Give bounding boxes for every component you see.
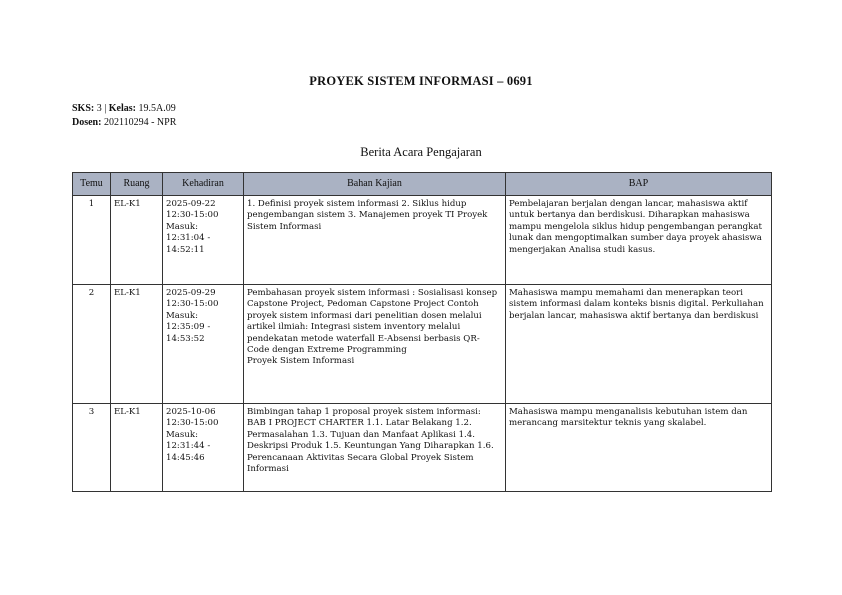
table-row [73,285,772,404]
attendance-schedule: 12:30-15:00 [166,299,219,310]
header-bap: BAP [506,173,772,196]
attendance-in-label: Masuk: [166,429,198,440]
cell-bahan-kajian: Bimbingan tahap 1 proposal proyek sistem informasi: BAB I PROJECT CHARTER 1.1. Latar Belakang 1.2. Permasalahan 1.3. Tujuan dan Manfaat Aplikasi 1.4. Deskripsi Produk 1.5. Keuntungan Yang Diharapkan 1.6. Perencanaan Aktivitas Secara Global Proyek Sistem Informasi [244,404,506,492]
header-bahan-kajian: Bahan Kajian [244,173,506,196]
attendance-in-time: 12:31:04 - [166,233,211,244]
cell-bap: Pembelajaran berjalan dengan lancar, mahasiswa aktif untuk bertanya dan berdiskusi. Diharapkan mahasiswa mampu mengelola siklus hidup pengembangan perangkat lunak dan mengoptimalkan sumber daya proyek ahasiswa mengerjakan Analisa studi kasus. [506,196,772,285]
attendance-in-time: 12:35:09 - [166,322,211,333]
header-ruang: Ruang [111,173,163,196]
bahan-kajian-subject: Proyek Sistem Informasi [247,356,355,367]
cell-temu: 3 [73,404,111,492]
sks-label: SKS: [72,103,95,114]
attendance-date: 2025-10-06 [166,407,216,417]
header-kehadiran: Kehadiran [163,173,244,196]
attendance-out-time: 14:45:46 [166,452,205,463]
cell-temu: 2 [73,285,111,404]
cell-temu: 1 [73,196,111,285]
section-title: Berita Acara Pengajaran [360,145,482,159]
bahan-kajian-text: Pembahasan proyek sistem informasi : Sosialisasi konsep Capstone Project, Pedoman Capstone Project Contoh proyek sistem informasi dari penelitian dosen melalui artikel ilmiah: Integrasi sistem inventory melalui pendekatan metode waterfall E-Absensi berbasis QR-Code dengan Extreme Programming [247,288,498,356]
dosen-label: Dosen: [72,117,102,128]
cell-bahan-kajian: 1. Definisi proyek sistem informasi 2. Siklus hidup pengembangan sistem 3. Manajemen proyek TI Proyek Sistem Informasi [244,196,506,285]
table-header-row [73,173,772,196]
teaching-record-table [72,172,772,492]
kelas-label: Kelas: [108,103,136,114]
lecturer-info [72,116,176,129]
cell-ruang: EL-K1 [111,404,163,492]
cell-bahan-kajian [244,285,506,404]
cell-kehadiran [163,404,244,492]
dosen-value: 202110294 - NPR [103,117,177,128]
cell-kehadiran [163,285,244,404]
cell-bap: Mahasiswa mampu menganalisis kebutuhan istem dan merancang marsitektur teknis yang skalabel. [506,404,772,492]
attendance-schedule: 12:30-15:00 [166,210,219,221]
attendance-date: 2025-09-22 [166,199,216,209]
table-row [73,196,772,285]
cell-bap: Mahasiswa mampu memahami dan menerapkan teori sistem informasi dalam konteks bisnis digital. Perkuliahan berjalan lancar, mahasiswa aktif bertanya dan berdiskusi [506,285,772,404]
attendance-in-label: Masuk: [166,310,198,321]
sks-value: 3 [96,103,102,114]
course-info [72,102,176,115]
kelas-value: 19.5A.09 [138,103,176,114]
attendance-in-time: 12:31:44 - [166,441,211,452]
separator: | [104,103,107,114]
attendance-out-time: 14:52:11 [166,244,205,255]
cell-ruang: EL-K1 [111,196,163,285]
attendance-schedule: 12:30-15:00 [166,418,219,429]
document-title: PROYEK SISTEM INFORMASI – 0691 [309,74,533,88]
attendance-date: 2025-09-29 [166,288,216,298]
cell-kehadiran [163,196,244,285]
cell-ruang: EL-K1 [111,285,163,404]
header-temu: Temu [73,173,111,196]
table-row [73,404,772,492]
attendance-in-label: Masuk: [166,221,198,232]
attendance-out-time: 14:53:52 [166,333,205,344]
